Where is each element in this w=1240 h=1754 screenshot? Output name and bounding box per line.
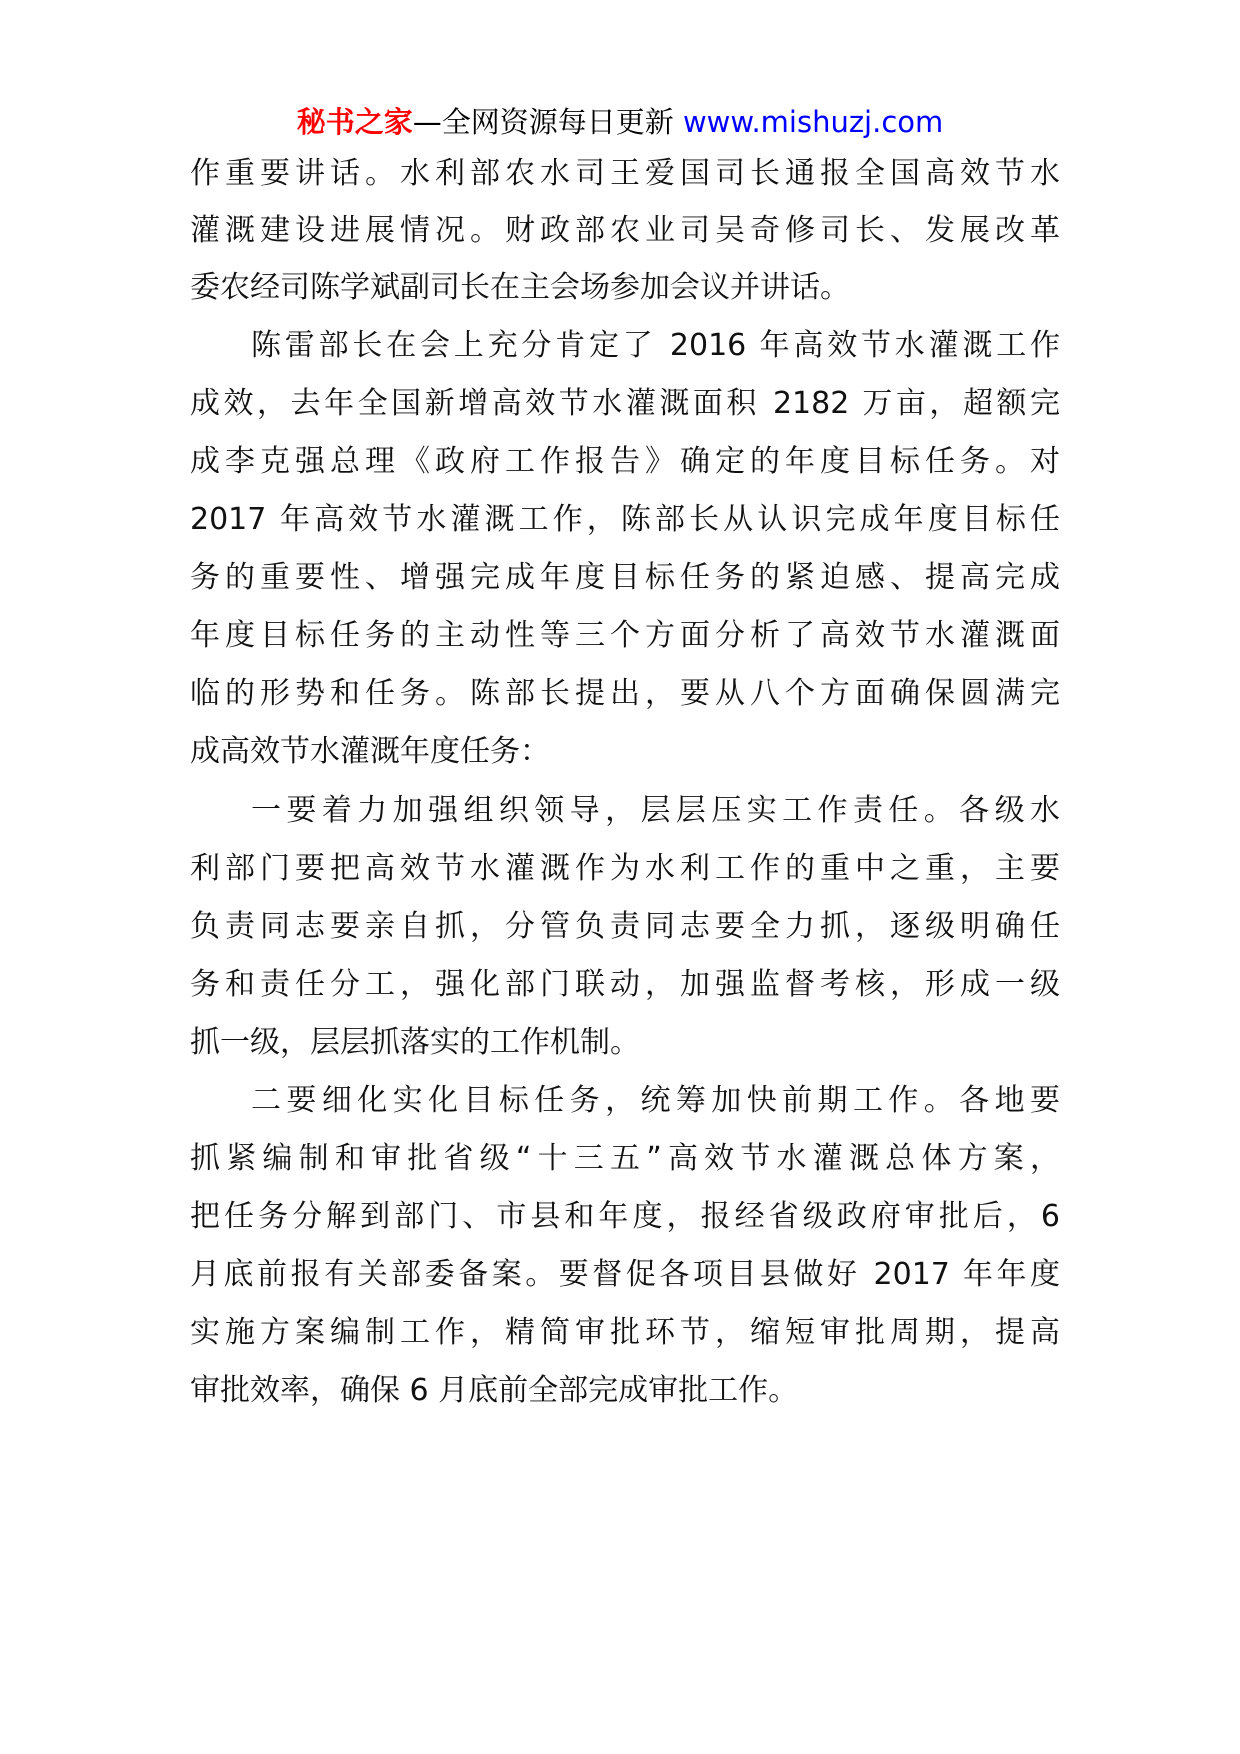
body-text-line: 作重要讲话。水利部农水司王爱国司长通报全国高效节水 <box>190 156 1060 191</box>
paragraph-first-line: 陈雷部长在会上充分肯定了 2016 年高效节水灌溉工作 <box>251 328 1060 363</box>
header-url-link[interactable]: www.mishuzj.com <box>682 105 944 139</box>
body-text-line: 成李克强总理《政府工作报告》确定的年度目标任务。对 <box>190 444 1060 479</box>
paragraph-first-line: 一要着力加强组织领导，层层压实工作责任。各级水 <box>251 793 1060 828</box>
body-text-line: 实施方案编制工作，精简审批环节，缩短审批周期，提高 <box>190 1315 1060 1350</box>
body-text-line: 务的重要性、增强完成年度目标任务的紧迫感、提高完成 <box>190 560 1060 595</box>
body-text-line: 月底前报有关部委备案。要督促各项目县做好 2017 年年度 <box>190 1257 1060 1292</box>
body-text-line: 年度目标任务的主动性等三个方面分析了高效节水灌溉面 <box>190 618 1060 653</box>
body-text-line: 务和责任分工，强化部门联动，加强监督考核，形成一级 <box>190 967 1060 1002</box>
brand-name: 秘书之家 <box>296 105 413 139</box>
header-tagline: —全网资源每日更新 <box>412 105 674 139</box>
body-text-line: 利部门要把高效节水灌溉作为水利工作的重中之重，主要 <box>190 851 1060 886</box>
body-text-line: 临的形势和任务。陈部长提出，要从八个方面确保圆满完 <box>190 676 1060 711</box>
body-text-line: 审批效率，确保 6 月底前全部完成审批工作。 <box>190 1373 799 1408</box>
page-header <box>0 102 1240 142</box>
body-text-line: 抓一级，层层抓落实的工作机制。 <box>190 1025 640 1060</box>
paragraph-first-line: 二要细化实化目标任务，统筹加快前期工作。各地要 <box>251 1083 1060 1118</box>
body-text-line: 成高效节水灌溉年度任务： <box>190 734 550 769</box>
body-text-line: 负责同志要亲自抓，分管负责同志要全力抓，逐级明确任 <box>190 909 1060 944</box>
body-text-line: 把任务分解到部门、市县和年度，报经省级政府审批后，6 <box>190 1199 1060 1234</box>
body-text-line: 2017 年高效节水灌溉工作，陈部长从认识完成年度目标任 <box>190 502 1060 537</box>
body-text-line: 成效，去年全国新增高效节水灌溉面积 2182 万亩，超额完 <box>190 386 1060 421</box>
body-text-line: 委农经司陈学斌副司长在主会场参加会议并讲话。 <box>190 270 850 305</box>
body-text-line: 灌溉建设进展情况。财政部农业司吴奇修司长、发展改革 <box>190 213 1060 248</box>
body-text-line: 抓紧编制和审批省级“十三五”高效节水灌溉总体方案， <box>190 1141 1060 1176</box>
